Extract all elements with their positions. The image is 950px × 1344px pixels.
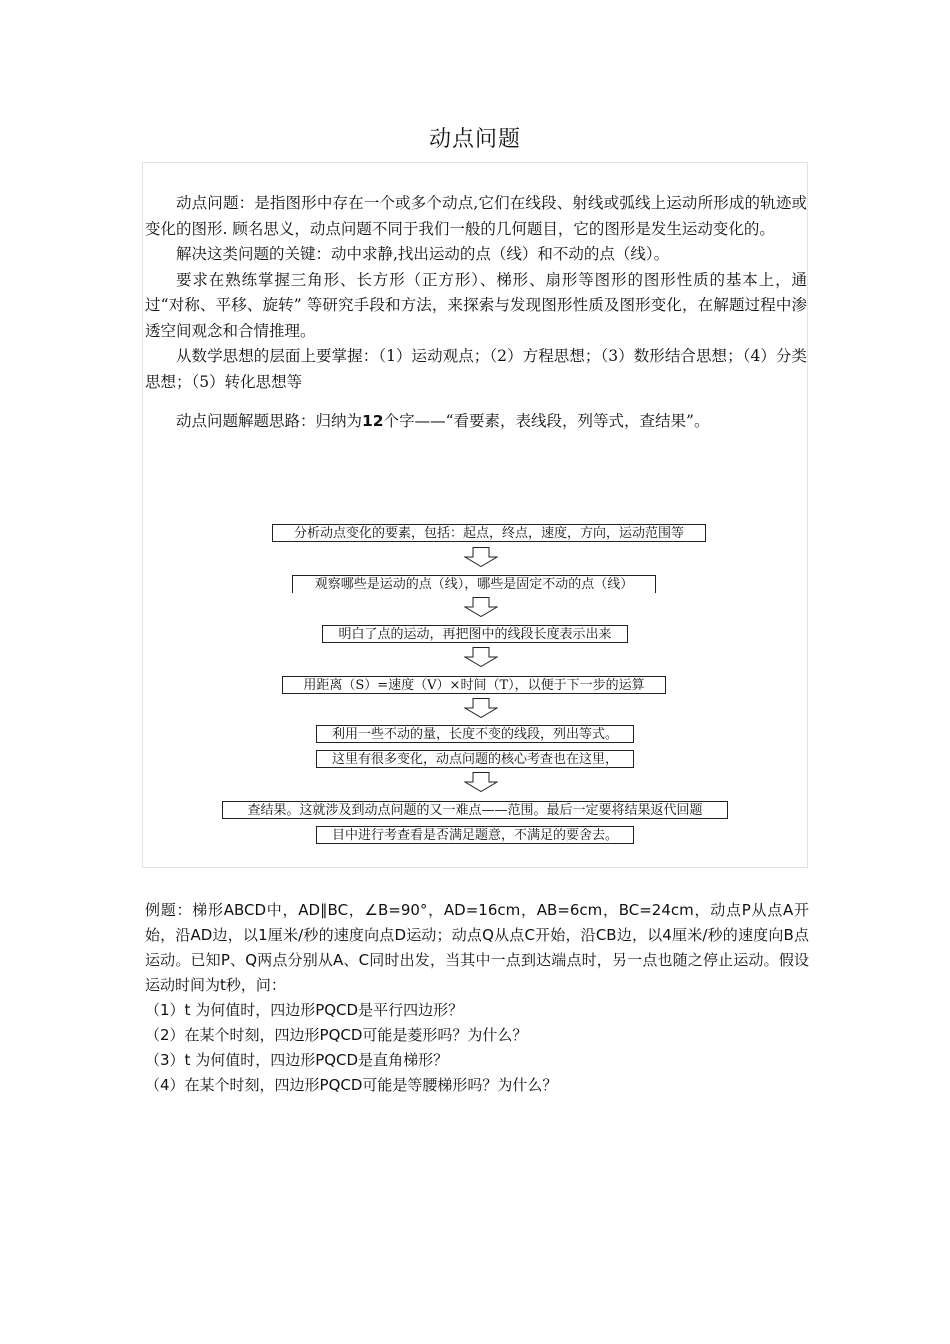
flow-step-formula: 用距离（S）=速度（V）×时间（T），以便于下一步的运算 bbox=[282, 676, 666, 694]
intro-paragraph-approach bbox=[145, 409, 807, 435]
example-question-3: （3）t 为何值时，四边形PQCD是直角梯形？ bbox=[145, 1051, 449, 1069]
intro-paragraph-key: 解决这类问题的关键：动中求静,找出运动的点（线）和不动的点（线）。 bbox=[176, 245, 670, 263]
flow-step-equation: 利用一些不动的量，长度不变的线段，列出等式。 bbox=[316, 725, 634, 743]
down-arrow-icon bbox=[464, 772, 498, 792]
intro-paragraph-requirements: 要求在熟练掌握三角形、长方形（正方形）、梯形、扇形等图形的图形性质的基本上，通过“对称、平移、旋转” 等研究手段和方法，来探索与发现图形性质及图形变化，在解题过程中渗透空间观念和合情推理。 bbox=[145, 270, 807, 340]
down-arrow-icon bbox=[464, 547, 498, 567]
approach-suffix: 个字——“看要素，表线段，列等式，查结果”。 bbox=[383, 412, 710, 430]
flow-step-represent: 明白了点的运动，再把图中的线段长度表示出来 bbox=[322, 625, 628, 643]
flow-step-observe: 观察哪些是运动的点（线），哪些是固定不动的点（线） bbox=[292, 575, 656, 593]
flow-step-analyze: 分析动点变化的要素，包括：起点，终点，速度，方向，运动范围等 bbox=[272, 524, 706, 542]
example-question-2: （2）在某个时刻，四边形PQCD可能是菱形吗？为什么？ bbox=[145, 1026, 528, 1044]
flowchart bbox=[142, 520, 808, 850]
flow-step-check-range: 查结果。这就涉及到动点问题的又一难点——范围。最后一定要将结果返代回题 bbox=[222, 801, 728, 819]
example-section bbox=[145, 898, 809, 1098]
intro-section bbox=[145, 191, 807, 435]
down-arrow-icon bbox=[464, 647, 498, 667]
page-title: 动点问题 bbox=[428, 127, 521, 152]
approach-prefix: 动点问题解题思路：归纳为 bbox=[176, 412, 363, 430]
down-arrow-icon bbox=[464, 698, 498, 718]
intro-paragraph-definition: 动点问题：是指图形中存在一个或多个动点,它们在线段、射线或弧线上运动所形成的轨迹或变化的图形. 顾名思义，动点问题不同于我们一般的几何题目，它的图形是发生运动变化的。 bbox=[145, 194, 807, 238]
approach-count: 12 bbox=[362, 412, 384, 430]
intro-paragraph-thinking: 从数学思想的层面上要掌握：（1）运动观点；（2）方程思想；（3）数形结合思想；（4）分类思想；（5）转化思想等 bbox=[145, 347, 807, 391]
example-question-4: （4）在某个时刻，四边形PQCD可能是等腰梯形吗？为什么？ bbox=[145, 1076, 558, 1094]
example-question-1: （1）t 为何值时，四边形PQCD是平行四边形？ bbox=[145, 1001, 464, 1019]
flow-step-core: 这里有很多变化，动点问题的核心考查也在这里， bbox=[316, 750, 634, 768]
example-problem: 例题：梯形ABCD中，AD∥BC，∠B=90°，AD=16cm，AB=6cm，BC=24cm，动点P从点A开始，沿AD边，以1厘米/秒的速度向点D运动；动点Q从点C开始，沿CB边，以4厘米/秒的速度向B点运动。已知P、Q两点分别从A、C同时出发，当其中一点到达端点时，另一点也随之停止运动。假设运动时间为t秒，问： bbox=[145, 901, 809, 994]
flow-step-verify: 目中进行考查看是否满足题意，不满足的要舍去。 bbox=[316, 826, 634, 844]
down-arrow-icon bbox=[464, 597, 498, 617]
